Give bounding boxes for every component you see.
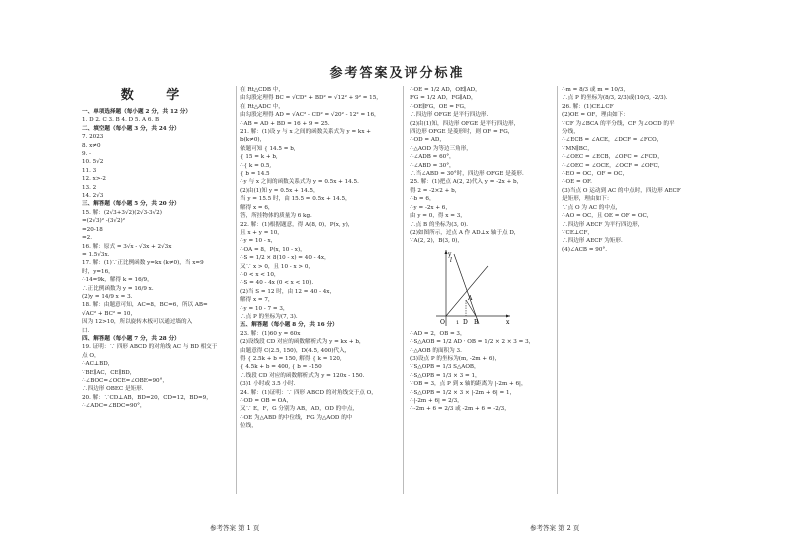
answer-line: (2)当 S = 12 时，由 12 = 40 - 4x， — [240, 288, 336, 295]
page-title: 参考答案及评分标准 — [329, 66, 465, 81]
answer-line: (4)∠ACB = 90°. — [562, 246, 607, 253]
answer-line: = 1.5√3x. — [82, 251, 110, 258]
answer-line: ∴OD = OB = OA， — [240, 398, 293, 405]
answer-line: ∴AC⊥BD， — [82, 361, 114, 368]
answer-line: FG = 1/2 AD，FG∥AD， — [410, 95, 477, 102]
answer-line: ∴OE∥FG，OE = FG， — [410, 103, 470, 110]
answer-line: 26. 解：(1)CE⊥CF — [562, 103, 614, 110]
answer-line: (2)由(1)知，四边形 OFGE 是平行四边形， — [410, 120, 520, 127]
answer-line: ∴S = 40 - 4x (0 < x < 10). — [240, 280, 314, 287]
answer-line: 8. x≠0 — [82, 142, 101, 149]
point-d-label: D — [463, 318, 468, 326]
answer-line: (3)当点 O 运动到 AC 的中点时，四边形 AECF — [562, 187, 681, 194]
answer-line: =20-18 — [82, 226, 103, 233]
answer-line: ∵CF 为∠BCA 的平分线，CF 为∠OCD 的平 — [562, 120, 675, 127]
answer-line: ∴y = 10 - x， — [240, 238, 277, 245]
answer-line: ∴OE = 1/2 AD，OE∥AD， — [410, 87, 481, 93]
answer-line: 三、解答题（每小题 5 分，共 20 分） — [82, 201, 180, 208]
answer-line: { 4.5k + b = 400, { b = -150 — [240, 364, 322, 371]
subject-heading: 数 学 — [120, 88, 194, 103]
answer-line: 答，所挂物体的质量为 6 kg. — [240, 213, 312, 220]
answer-line: ∴△AOB 的面积为 3. — [410, 347, 462, 354]
answer-line: ∴S = 1/2 × 8(10 - x) = 40 - 4x， — [240, 255, 330, 262]
answer-line: 16. 解：原式 = 3√x - √3x + 2√3x — [82, 243, 172, 250]
answer-line: ∴y = -2x + 6， — [410, 204, 451, 211]
answer-line: 23. 解：(1)60 y = 60x — [240, 330, 301, 337]
answer-line: 又∵ x > 0，且 10 - x > 0， — [240, 263, 315, 270]
answer-line: ∴∠BOC=∠OCE=∠OBE=90°， — [82, 378, 168, 384]
answer-line: 20. 解：∵CD⊥AB，BD=20，CD=12，BD=9， — [82, 394, 212, 401]
answer-line: 9. - — [82, 151, 92, 158]
answer-line: 在 Rt△ADC 中， — [240, 103, 284, 110]
answer-line: ∴y = 10 - 7 = 3， — [240, 305, 289, 312]
function-graph — [432, 248, 512, 328]
column-2 — [240, 86, 400, 431]
footer-page-2: 参考答案 第 2 页 — [530, 524, 580, 532]
answer-line: 且 x + y = 10， — [240, 229, 283, 236]
answer-line: 由 y = 0，得 x = 3， — [410, 213, 466, 220]
answer-line: ∴OE 为△ABD 的中位线，FG 为△AOD 的中 — [240, 414, 353, 421]
answer-line: ∵CE⊥CF， — [562, 229, 593, 236]
answer-line: ∴点 P 的坐标为(8/3, 2/3)或(10/3, -2/3). — [562, 95, 668, 102]
answer-line: (2)OE = OF，理由如下： — [562, 112, 629, 119]
point-b-label: B — [474, 318, 479, 326]
answer-line: ∴EO = OC，OF = OC， — [562, 171, 629, 178]
answer-line: ∴-2m + 6 = 2/3 或 -2m + 6 = -2/3， — [410, 406, 510, 413]
answer-line: ∴四边形 OBEC 是矩形. — [82, 386, 144, 393]
answer-line: ∴正比例函数为 y = 16/9 x. — [82, 285, 154, 292]
answer-line: ∴AB = AD + BD = 16 + 9 = 25. — [240, 120, 330, 127]
answer-line: ∴OA = 8，P(x, 10 - x)， — [240, 246, 306, 253]
answer-line: ∴m = 8/3 或 m = 10/3， — [562, 87, 629, 93]
answer-line: 由勾股定理得 AD = √AC² - CD² = √20² - 12² = 16， — [240, 112, 380, 119]
answer-line: 四、解答题（每小题 7 分，共 28 分） — [82, 335, 180, 342]
answer-line: ∴S△OPB = 1/2 × 3 × |-2m + 6| = 1， — [410, 389, 516, 396]
answer-line: √AC² + BC² = 10， — [82, 310, 137, 317]
answer-line: 解得 x = 6， — [240, 204, 274, 211]
answer-line: ∴|-2m + 6| = 2/3， — [410, 397, 463, 404]
answer-line: b(k≠0)， — [240, 137, 266, 144]
answer-line: 时，y=16， — [82, 268, 114, 275]
answer-line: (3)1 小时或 3.5 小时. — [240, 381, 296, 388]
answer-line: ∴14=9k，解得 k = 16/9， — [82, 277, 153, 284]
answer-line: 又∵ E，F，G 分别为 AB，AD，OD 的中点， — [240, 406, 359, 413]
column-3 — [410, 86, 550, 414]
answer-line: 是矩形，理由如下： — [562, 196, 613, 203]
answer-line: 19. 证明：∵ 四形 ABCD 的对角线 AC 与 BD 相交于 — [82, 344, 218, 351]
answer-line: ∴0 < x < 10， — [240, 271, 280, 278]
answer-line: 24. 解：(1)证明：∵ 四形 ABCD 的对角线交于点 O， — [240, 389, 377, 396]
answer-line: 15. 解：(2√3+3√2)(2√3-3√2) — [82, 209, 162, 216]
answer-line: (2)由(1)知 y = 0.5x + 14.5， — [240, 187, 319, 194]
answer-line: ∴S△AOB = 1/2 AD · OB = 1/2 × 2 × 3 = 3， — [410, 339, 535, 346]
footer-page-1: 参考答案 第 1 页 — [210, 524, 260, 532]
answer-line: ∵点 O 为 AC 的中点， — [562, 204, 622, 211]
answer-line: 22. 解：(1)根据题意，得 A(8, 0)，P(x, y)， — [240, 221, 354, 228]
answer-line: 一、单项选择题（每小题 2 分，共 12 分） — [82, 109, 191, 115]
column-divider — [236, 86, 237, 494]
answer-line: 由勾股定理得 BC = √CD² + BD² = √12² + 9² = 15， — [240, 95, 382, 102]
answer-line: ∴点 B 的坐标为(3, 0). — [410, 221, 469, 228]
answer-line: ∴∠OEC = ∠OCE，∠OCF = ∠OFC， — [562, 162, 664, 169]
answer-line: 点 O， — [82, 352, 100, 359]
answer-line: 当 y = 15.5 时，由 15.5 = 0.5x + 14.5， — [240, 196, 351, 203]
answer-line: 12. x>-2 — [82, 176, 106, 183]
answer-line: ∴AO = OC，且 OE = OF = OC， — [562, 213, 653, 220]
answer-line: =(2√3)² -(3√2)² — [82, 218, 125, 225]
answer-line: ∴四边形 OFGE 是平行四边形. — [410, 112, 489, 119]
answer-line: 五、解答题（每小题 8 分，共 16 分） — [240, 322, 338, 329]
answer-line: ∴当∠ABD = 30°时，四边形 OFGE 是菱形. — [410, 171, 524, 178]
answer-line: 分线， — [562, 129, 579, 136]
answer-line: (2)y = 14/9 x = 3. — [82, 293, 133, 300]
answer-line: ∴线段 CD 对应的函数解析式为 y = 120x - 150. — [240, 372, 365, 379]
answer-line: 得 { 2.5k + b = 150, 解得 { k = 120, — [240, 356, 342, 362]
answer-line: =2. — [82, 235, 93, 242]
answer-line: 得 2 = -2×2 + b， — [410, 187, 461, 194]
answer-line: 依题可知 { 14.5 = b, — [240, 145, 296, 152]
column-4 — [562, 86, 712, 254]
answer-line: ∴∠ADB = 60°， — [410, 154, 455, 161]
answer-line: ∵BE∥AC，CE∥BD， — [82, 369, 136, 376]
answer-line: ∴△AOD 为等边三角形， — [410, 145, 472, 152]
y-axis-label: y — [448, 250, 452, 258]
answer-line: 13. 2 — [82, 184, 97, 191]
origin-label: O — [440, 318, 445, 326]
answer-line: ∴∠OEC = ∠ECB，∠OFC = ∠FCD， — [562, 154, 663, 161]
line-oa — [446, 266, 488, 316]
answer-line: 21. 解：(1)设 y 与 x 之间的函数关系式为 y = kx + — [240, 129, 371, 136]
answer-line: (3)设点 P 的坐标为(m, -2m + 6)， — [410, 355, 501, 362]
x-axis-arrow — [506, 314, 510, 317]
answer-line: ∴OE = OF. — [562, 179, 592, 186]
answer-line: ∴∠ADC=∠BDC=90°， — [82, 403, 146, 410]
answer-line: 因为 12>10，所以旋转木板可以通过墙的入 — [82, 319, 193, 326]
column-divider — [403, 86, 404, 494]
answer-line: ∵MN∥BC， — [562, 145, 593, 152]
column-1 — [82, 86, 232, 411]
answer-line: ∴{ k = 0.5, — [240, 162, 272, 169]
answer-line: 四边形 OFGE 是菱形时，则 OF = FG， — [410, 129, 514, 136]
answer-line: 二、填空题（每小题 3 分，共 24 分） — [82, 125, 180, 132]
answer-line: ∴∠ECB = ∠ACE，∠DCF = ∠FCO， — [562, 137, 663, 144]
tick-1-label: 1 — [456, 319, 460, 326]
answer-line: { b = 14.5 — [240, 171, 270, 178]
answer-line: 在 Rt△CDB 中， — [240, 87, 284, 93]
column-divider — [557, 86, 558, 494]
answer-line: ∴点 P 的坐标为(7, 3). — [240, 313, 298, 320]
answer-line: ∵A(2, 2)，B(3, 0)， — [410, 238, 463, 245]
answer-line: ∴y 与 x 之间的函数关系式为 y = 0.5x + 14.5. — [240, 179, 359, 186]
answer-line: 位线， — [240, 423, 257, 430]
answer-line: 10. 5√2 — [82, 159, 104, 166]
answer-line: ∵S△OPB = 1/3 S△AOB， — [410, 364, 480, 371]
answer-line: 18. 解：由题意可知，AC=8，BC=6，所以 AB= — [82, 302, 208, 309]
answer-line: ∴b = 6， — [410, 196, 435, 203]
line-l — [454, 254, 479, 324]
answer-line: ∴S△OPB = 1/3 × 3 = 1， — [410, 372, 481, 379]
answer-line: ∴四边形 AECF 为平行四边形， — [562, 221, 644, 228]
answer-line: 17. 解：(1)∵正比例函数 y=kx (k≠0)，当 x=9 — [82, 260, 204, 267]
answer-line: ∴OD = AD， — [410, 137, 445, 144]
answer-line: 25. 解：(1)把点 A(2, 2)代入 y = -2x + b， — [410, 179, 523, 186]
answer-line: { 15 = k + b, — [240, 154, 278, 161]
point-a-label: A — [468, 294, 473, 302]
answer-line: 1. D 2. C 3. B 4. D 5. A 6. B — [82, 117, 160, 124]
answer-line: 由题意得 C(2.5, 150)，D(4.5, 400)代入， — [240, 347, 351, 354]
answer-line: 14. 2√3 — [82, 193, 104, 200]
answer-line: ∵OB = 3，点 P 到 x 轴的距离为 |-2m + 6|， — [410, 381, 527, 388]
line-l-label: l — [450, 256, 452, 264]
x-axis-label: x — [506, 318, 510, 326]
answer-line: ∴四边形 AECF 为矩形. — [562, 238, 623, 245]
answer-line: 7. 2023 — [82, 134, 104, 141]
answer-line: (2)如图所示，过点 A 作 AD⊥x 轴于点 D， — [410, 229, 520, 236]
answer-line: 解得 x = 7， — [240, 297, 274, 304]
answer-line: 11. 3 — [82, 167, 97, 174]
answer-line: (2)设线段 CD 对应的函数解析式为 y = kx + b， — [240, 339, 365, 346]
answer-line: 口. — [82, 327, 90, 334]
answer-line: ∴∠ABD = 30°， — [410, 162, 455, 169]
answer-line: ∴AD = 2，OB = 3， — [410, 330, 466, 337]
